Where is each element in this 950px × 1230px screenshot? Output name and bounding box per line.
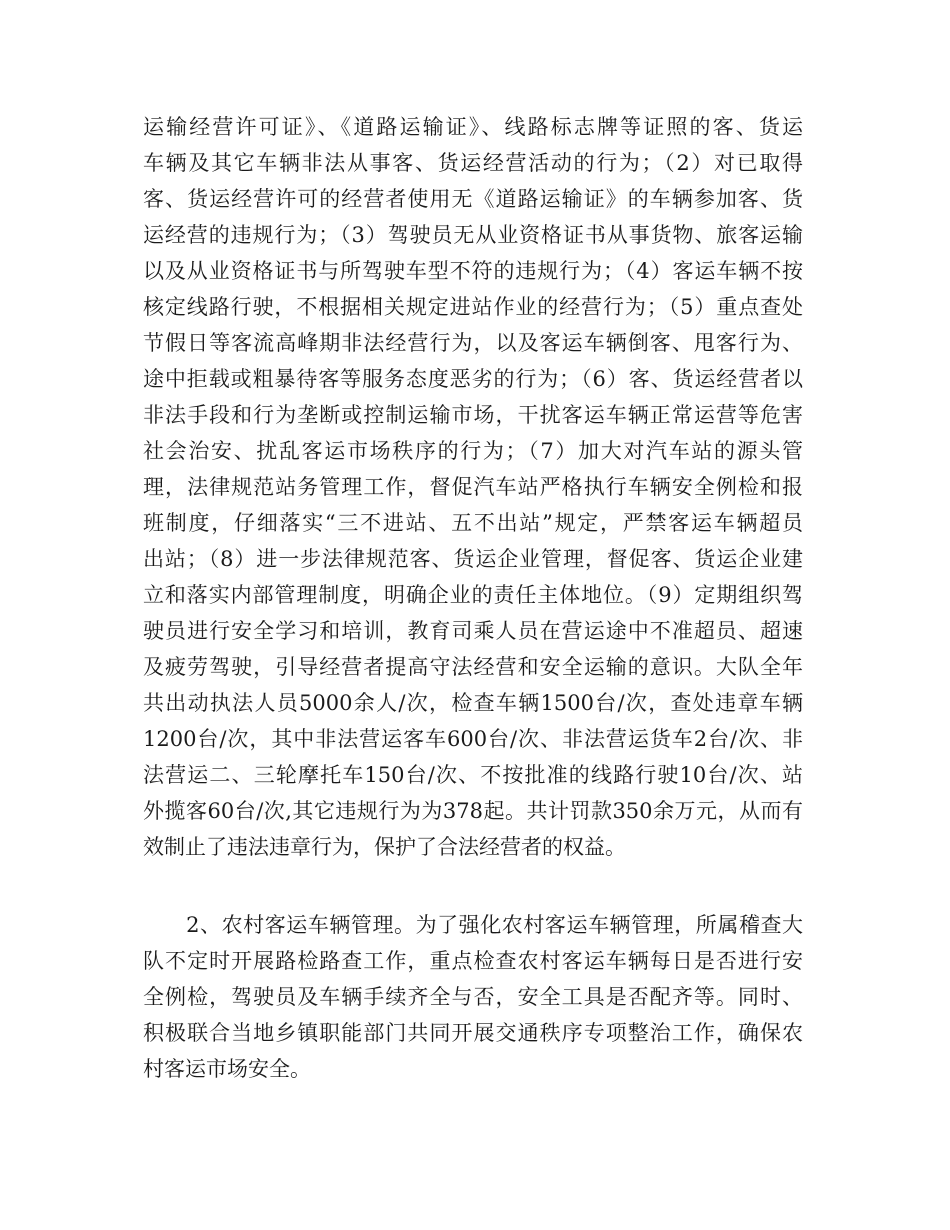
text-line: 非法手段和行为垄断或控制运输市场，干扰客运车辆正常运营等危害	[143, 403, 803, 427]
paragraph-rural-passenger-vehicles	[143, 907, 803, 1087]
text-line: 运经营的违规行为；（3）驾驶员无从业资格证书从事货物、旅客运输	[143, 223, 803, 247]
text-line: 效制止了违法违章行为，保护了合法经营者的权益。	[143, 835, 626, 859]
text-line: 1200台/次，其中非法营运客车600台/次、非法营运货车2台/次、非	[143, 727, 803, 751]
text-line: 队不定时开展路检路查工作，重点检查农村客运车辆每日是否进行安	[143, 949, 803, 973]
text-line: 车辆及其它车辆非法从事客、货运经营活动的行为；（2）对已取得	[143, 151, 803, 175]
paragraph-enforcement-actions	[143, 109, 803, 865]
text-line: 法营运二、三轮摩托车150台/次、不按批准的线路行驶10台/次、站	[143, 763, 803, 787]
text-line: 运输经营许可证》、《道路运输证》、线路标志牌等证照的客、货运	[143, 115, 803, 139]
text-line: 立和落实内部管理制度，明确企业的责任主体地位。（9）定期组织驾	[143, 583, 803, 607]
text-line: 核定线路行驶，不根据相关规定进站作业的经营行为；（5）重点查处	[143, 295, 803, 319]
text-line: 共出动执法人员5000余人/次，检查车辆1500台/次，查处违章车辆	[143, 691, 803, 715]
text-line: 村客运市场安全。	[143, 1057, 311, 1081]
text-line: 客、货运经营许可的经营者使用无《道路运输证》的车辆参加客、货	[143, 187, 803, 211]
text-line: 及疲劳驾驶，引导经营者提高守法经营和安全运输的意识。大队全年	[143, 655, 803, 679]
text-line: 2、农村客运车辆管理。为了强化农村客运车辆管理，所属稽查大	[143, 913, 803, 937]
text-line: 途中拒载或粗暴待客等服务态度恶劣的行为；（6）客、货运经营者以	[143, 367, 803, 391]
text-line: 全例检，驾驶员及车辆手续齐全与否，安全工具是否配齐等。同时、	[143, 985, 803, 1009]
text-line: 外揽客60台/次,其它违规行为为378起。共计罚款350余万元，从而有	[143, 799, 803, 823]
text-line: 班制度，仔细落实“三不进站、五不出站”规定，严禁客运车辆超员	[143, 511, 803, 535]
text-line: 节假日等客流高峰期非法经营行为，以及客运车辆倒客、甩客行为、	[143, 331, 803, 355]
text-line: 出站；（8）进一步法律规范客、货运企业管理，督促客、货运企业建	[143, 547, 803, 571]
text-line: 以及从业资格证书与所驾驶车型不符的违规行为；（4）客运车辆不按	[143, 259, 803, 283]
text-line: 社会治安、扰乱客运市场秩序的行为；（7）加大对汽车站的源头管	[143, 439, 803, 463]
text-line: 理，法律规范站务管理工作，督促汽车站严格执行车辆安全例检和报	[143, 475, 803, 499]
text-line: 驶员进行安全学习和培训，教育司乘人员在营运途中不准超员、超速	[143, 619, 803, 643]
text-line: 积极联合当地乡镇职能部门共同开展交通秩序专项整治工作，确保农	[143, 1021, 803, 1045]
